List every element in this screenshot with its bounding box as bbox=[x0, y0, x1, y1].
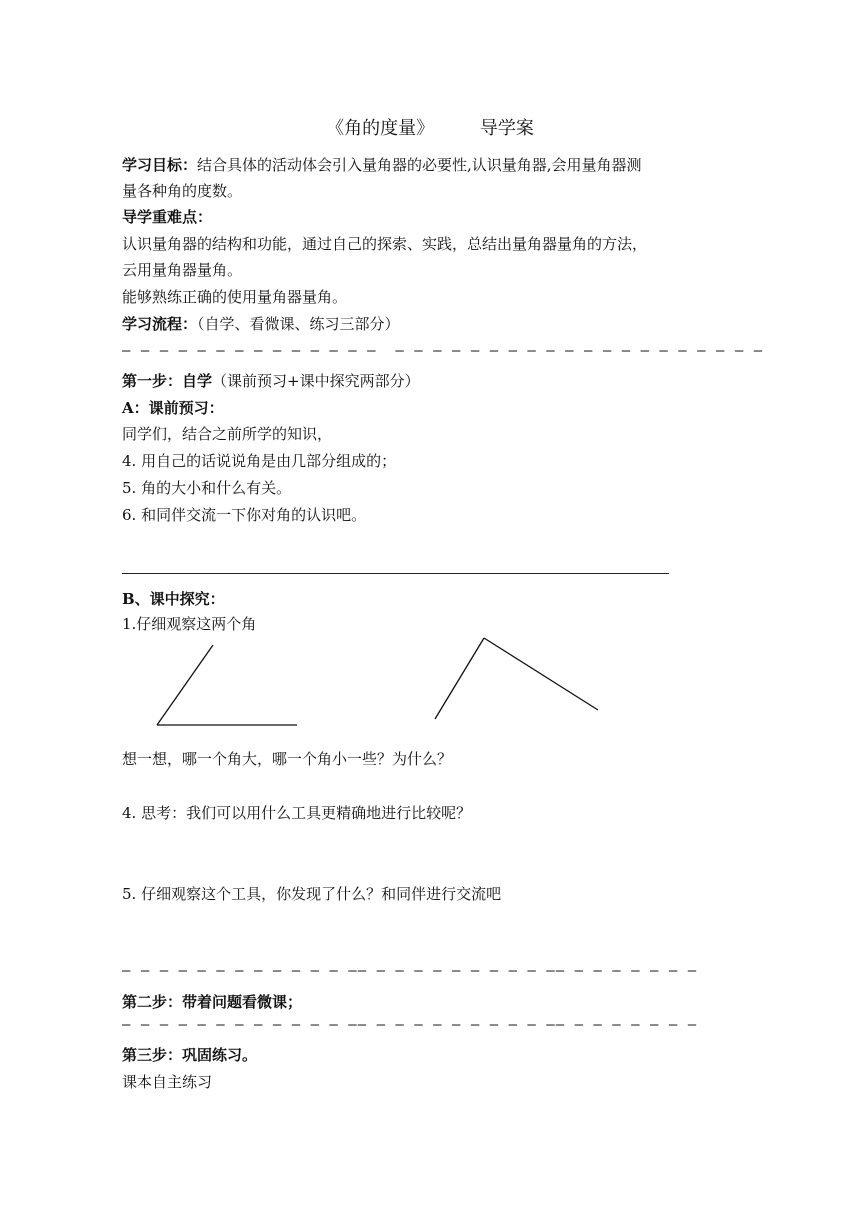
key-points-line-1: 认识量角器的结构和功能，通过自己的探索、实践，总结出量角器量角的方法， bbox=[122, 235, 648, 253]
list-item: 4. 用自己的话说说角是由几部分组成的； bbox=[122, 452, 397, 470]
angle-figure-left bbox=[157, 645, 297, 725]
key-points-line-2: 云用量角器量角。 bbox=[122, 261, 243, 279]
process-label: 学习流程： bbox=[122, 315, 198, 333]
step2-label: 第二步：带着问题看微课； bbox=[122, 993, 303, 1011]
objectives-text-2: 量各种角的度数。 bbox=[122, 182, 243, 200]
key-points-label: 导学重难点： bbox=[122, 208, 213, 226]
step1-note: （课前预习+课中探究两部分） bbox=[212, 372, 420, 390]
dashed-separator-1: – – – – – – – – – – – – – – – – – – – – – – – – – – – – – – – – – – bbox=[122, 343, 764, 359]
objectives-label: 学习目标： bbox=[122, 156, 198, 174]
part-a-label: A：课前预习： bbox=[122, 399, 224, 417]
part-a-intro: 同学们，结合之前所学的知识， bbox=[122, 425, 333, 443]
step1-label: 第一步：自学 bbox=[122, 372, 213, 390]
dashed-separator-2: – – – – – – – – – – – – –– – – – – – – – – – –– – – – – – – – bbox=[122, 963, 698, 979]
angle-figure-right bbox=[435, 638, 598, 719]
list-item: 6. 和同伴交流一下你对角的认识吧。 bbox=[122, 506, 367, 524]
key-points-line-3: 能够熟练正确的使用量角器量角。 bbox=[122, 288, 348, 306]
step3-label: 第三步：巩固练习。 bbox=[122, 1046, 258, 1064]
question-1-followup: 想一想，哪一个角大，哪一个角小一些？为什么？ bbox=[122, 750, 453, 768]
question-1: 1.仔细观察这两个角 bbox=[122, 615, 257, 633]
process-text: （自学、看微课、练习三部分） bbox=[197, 315, 400, 333]
question-4: 4. 思考：我们可以用什么工具更精确地进行比较呢？ bbox=[122, 804, 472, 822]
step3-text: 课本自主练习 bbox=[122, 1073, 213, 1091]
page-title: 《角的度量》 导学案 bbox=[326, 118, 534, 139]
objectives-text-1: 结合具体的活动体会引入量角器的必要性,认识量角器,会用量角器测 bbox=[197, 156, 642, 174]
question-5: 5. 仔细观察这个工具，你发现了什么？和同伴进行交流吧 bbox=[122, 885, 502, 903]
part-b-label: B、课中探究： bbox=[122, 590, 225, 608]
dashed-separator-3: – – – – – – – – – – – – –– – – – – – – – – – –– – – – – – – – bbox=[122, 1017, 698, 1033]
list-item: 5. 角的大小和什么有关。 bbox=[122, 479, 292, 497]
